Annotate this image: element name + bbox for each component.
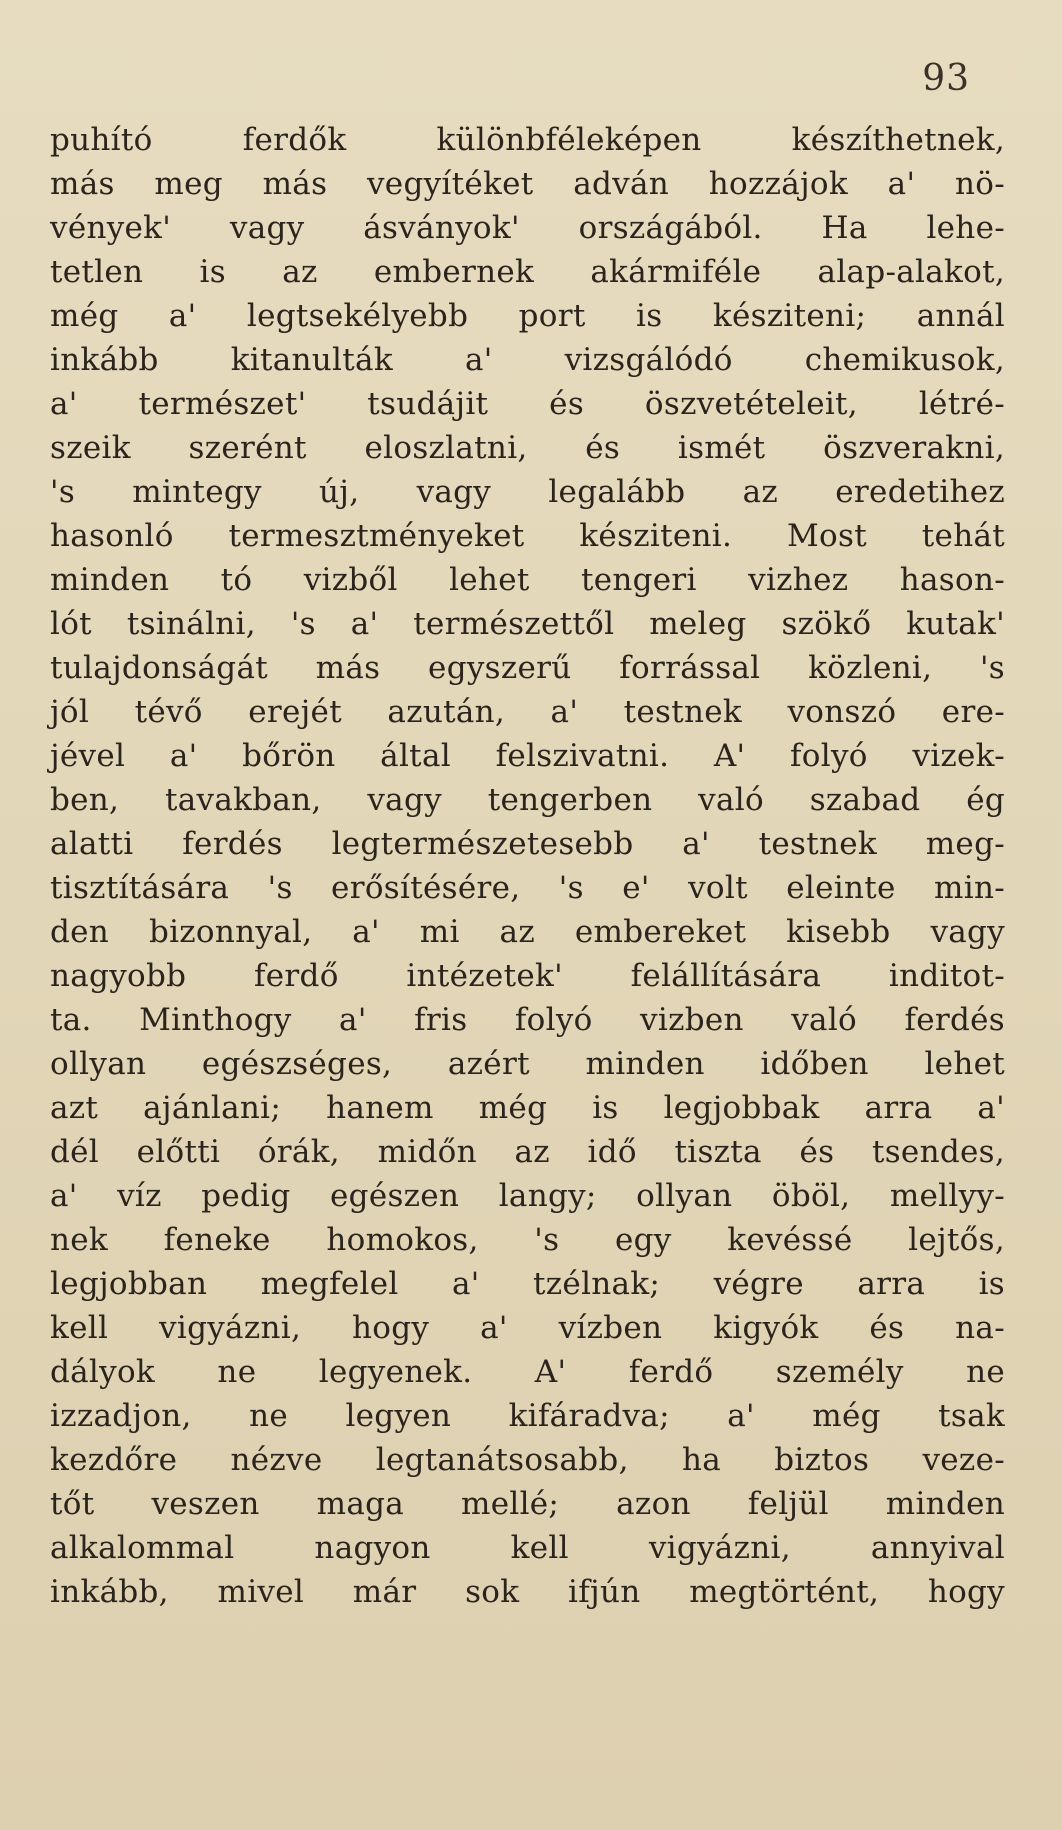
text-line: ollyan egészséges, azért minden időben lehet bbox=[50, 1046, 1005, 1082]
text-line: inkább kitanulták a' vizsgálódó chemikusok, bbox=[50, 342, 1005, 378]
text-line: kezdőre nézve legtanátsosabb, ha biztos veze- bbox=[50, 1442, 1005, 1478]
text-line: tisztítására 's erősítésére, 's e' volt eleinte min- bbox=[50, 870, 1005, 906]
page-number: 93 bbox=[922, 58, 970, 99]
text-line: nek feneke homokos, 's egy kevéssé lejtős, bbox=[50, 1222, 1005, 1258]
text-line: jól tévő erejét azután, a' testnek vonszó ere- bbox=[50, 694, 1005, 730]
text-line: jével a' bőrön által felszivatni. A' folyó vizek- bbox=[50, 738, 1005, 774]
text-line: nagyobb ferdő intézetek' felállítására inditot- bbox=[50, 958, 1005, 994]
text-line: ta. Minthogy a' fris folyó vizben való ferdés bbox=[50, 1002, 1005, 1038]
text-line: kell vigyázni, hogy a' vízben kigyók és na- bbox=[50, 1310, 1005, 1346]
text-line: lót tsinálni, 's a' természettől meleg szökő kutak' bbox=[50, 606, 1005, 642]
text-line: szeik szerént eloszlatni, és ismét öszverakni, bbox=[50, 430, 1005, 466]
text-line: tetlen is az embernek akármiféle alap-alakot, bbox=[50, 254, 1005, 290]
text-line: legjobban megfelel a' tzélnak; végre arra is bbox=[50, 1266, 1005, 1302]
text-line: tulajdonságát más egyszerű forrással közleni, 's bbox=[50, 650, 1005, 686]
text-line: 's mintegy új, vagy legalább az eredetihez bbox=[50, 474, 1005, 510]
text-line: minden tó vizből lehet tengeri vizhez hason- bbox=[50, 562, 1005, 598]
text-line: azt ajánlani; hanem még is legjobbak arra a' bbox=[50, 1090, 1005, 1126]
text-line: még a' legtsekélyebb port is késziteni; annál bbox=[50, 298, 1005, 334]
text-line: alatti ferdés legtermészetesebb a' testnek meg- bbox=[50, 826, 1005, 862]
text-line: a' természet' tsudájit és öszvetételeit, létré- bbox=[50, 386, 1005, 422]
text-line: dél előtti órák, midőn az idő tiszta és tsendes, bbox=[50, 1134, 1005, 1170]
text-line: ben, tavakban, vagy tengerben való szabad ég bbox=[50, 782, 1005, 818]
body-text bbox=[50, 118, 1005, 1614]
text-line: alkalommal nagyon kell vigyázni, annyival bbox=[50, 1530, 1005, 1566]
text-line: inkább, mivel már sok ifjún megtörtént, hogy bbox=[50, 1574, 1005, 1610]
text-line: puhító ferdők különbféleképen készíthetnek, bbox=[50, 122, 1005, 158]
text-line: a' víz pedig egészen langy; ollyan öböl, mellyy- bbox=[50, 1178, 1005, 1214]
text-line: izzadjon, ne legyen kifáradva; a' még tsak bbox=[50, 1398, 1005, 1434]
text-line: den bizonnyal, a' mi az embereket kisebb vagy bbox=[50, 914, 1005, 950]
text-line: hasonló termesztményeket késziteni. Most tehát bbox=[50, 518, 1005, 554]
text-line: vények' vagy ásványok' országából. Ha lehe- bbox=[50, 210, 1005, 246]
text-line: dályok ne legyenek. A' ferdő személy ne bbox=[50, 1354, 1005, 1390]
text-line: tőt veszen maga mellé; azon feljül minden bbox=[50, 1486, 1005, 1522]
text-line: más meg más vegyítéket adván hozzájok a' nö- bbox=[50, 166, 1005, 202]
